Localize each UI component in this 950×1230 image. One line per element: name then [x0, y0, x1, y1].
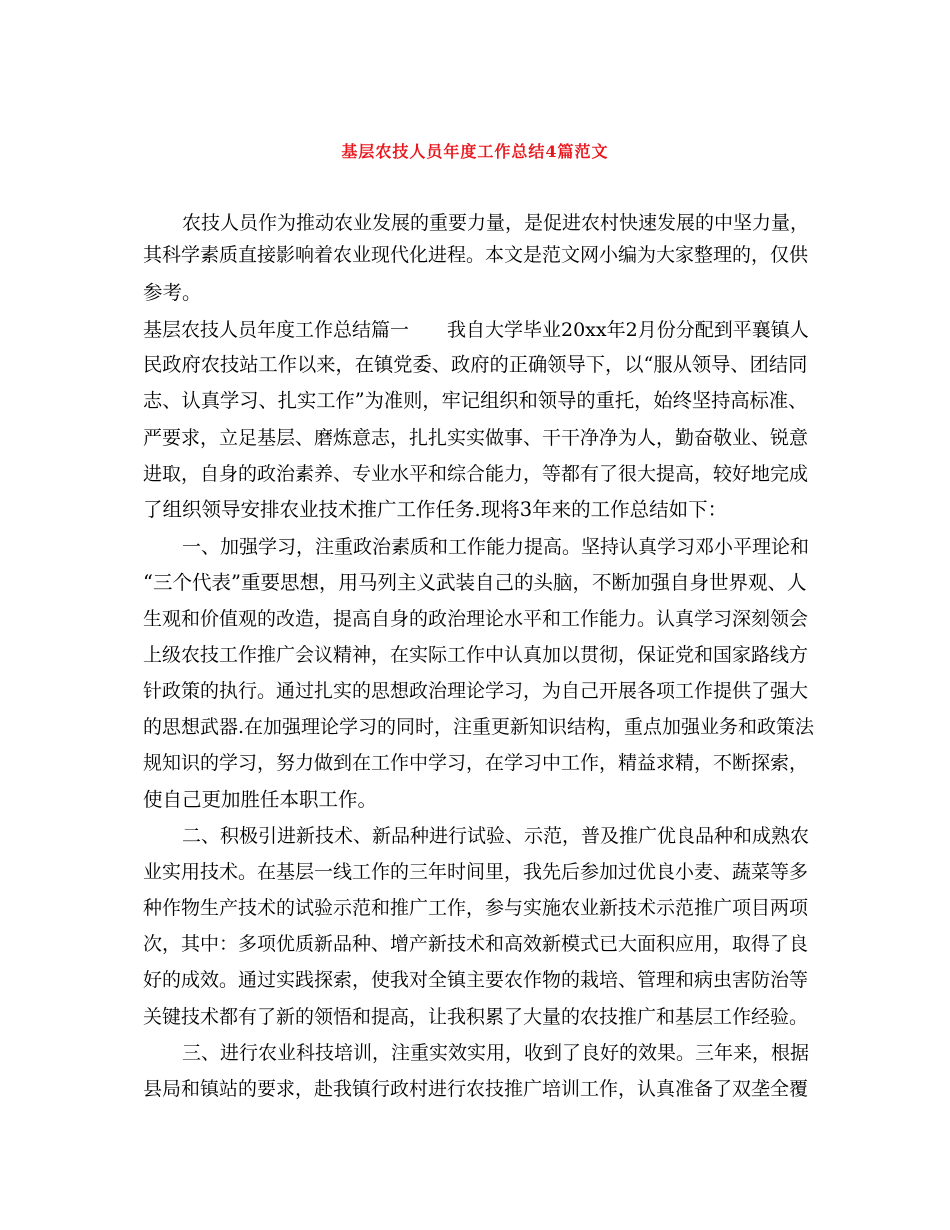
point-two-line-4: 次，其中：多项优质新品种、增产新技术和高效新模式已大面积应用，取得了良	[143, 933, 809, 955]
point-two-line-1: 二、积极引进新技术、新品种进行试验、示范，普及推广优良品种和成熟农	[182, 825, 810, 847]
section-one-line-4: 严要求，立足基层、磨炼意志，扎扎实实做事、干干净净为人，勤奋敬业、锐意	[143, 427, 809, 449]
point-two-line-3: 种作物生产技术的试验示范和推广工作，参与实施农业新技术示范推广项目两项	[143, 897, 809, 919]
point-one-line-5: 针政策的执行。通过扎实的思想政治理论学习，为自己开展各项工作提供了强大	[143, 680, 809, 702]
point-one-line-1: 一、加强学习，注重政治素质和工作能力提高。坚持认真学习邓小平理论和	[182, 536, 810, 558]
point-two-line-6: 关键技术都有了新的领悟和提高，让我积累了大量的农技推广和基层工作经验。	[143, 1006, 809, 1028]
point-one-line-3: 生观和价值观的改造，提高自身的政治理论水平和工作能力。认真学习深刻领会	[143, 608, 809, 630]
section-one-line-1: 基层农技人员年度工作总结篇一 我自大学毕业20xx年2月份分配到平襄镇人	[143, 319, 809, 341]
document-title: 基层农技人员年度工作总结4篇范文	[341, 142, 609, 161]
intro-line-1: 农技人员作为推动农业发展的重要力量，是促进农村快速发展的中坚力量，	[182, 212, 810, 234]
intro-line-2: 其科学素质直接影响着农业现代化进程。本文是范文网小编为大家整理的，仅供	[143, 244, 809, 266]
section-one-line-2: 民政府农技站工作以来，在镇党委、政府的正确领导下，以“服从领导、团结同	[143, 353, 808, 376]
point-three-line-1: 三、进行农业科技培训，注重实效实用，收到了良好的效果。三年来，根据	[182, 1042, 810, 1064]
point-one-line-7: 规知识的学习，努力做到在工作中学习，在学习中工作，精益求精，不断探索，	[143, 752, 809, 774]
section-one-line-3: 志、认真学习、扎实工作”为准则，牢记组织和领导的重托，始终坚持高标准、	[143, 389, 808, 412]
section-one-line-5: 进取，自身的政治素养、专业水平和综合能力，等都有了很大提高，较好地完成	[143, 463, 809, 485]
intro-line-3: 参考。	[143, 281, 202, 304]
point-one-line-6: 的思想武器.在加强理论学习的同时，注重更新知识结构，重点加强业务和政策法	[143, 716, 815, 738]
section-one-line-6: 了组织领导安排农业技术推广工作任务.现将3年来的工作总结如下：	[143, 498, 728, 521]
point-one-line-8: 使自己更加胜任本职工作。	[143, 788, 378, 811]
point-one-line-4: 上级农技工作推广会议精神，在实际工作中认真加以贯彻，保证党和国家路线方	[143, 644, 809, 666]
point-three-line-2: 县局和镇站的要求，赴我镇行政村进行农技推广培训工作，认真准备了双垄全覆	[143, 1078, 809, 1100]
point-one-line-2: “三个代表”重要思想，用马列主义武装自己的头脑，不断加强自身世界观、人	[143, 571, 807, 594]
point-two-line-5: 好的成效。通过实践探索，使我对全镇主要农作物的栽培、管理和病虫害防治等	[143, 969, 809, 991]
point-two-line-2: 业实用技术。在基层一线工作的三年时间里，我先后参加过优良小麦、蔬菜等多	[143, 861, 809, 883]
